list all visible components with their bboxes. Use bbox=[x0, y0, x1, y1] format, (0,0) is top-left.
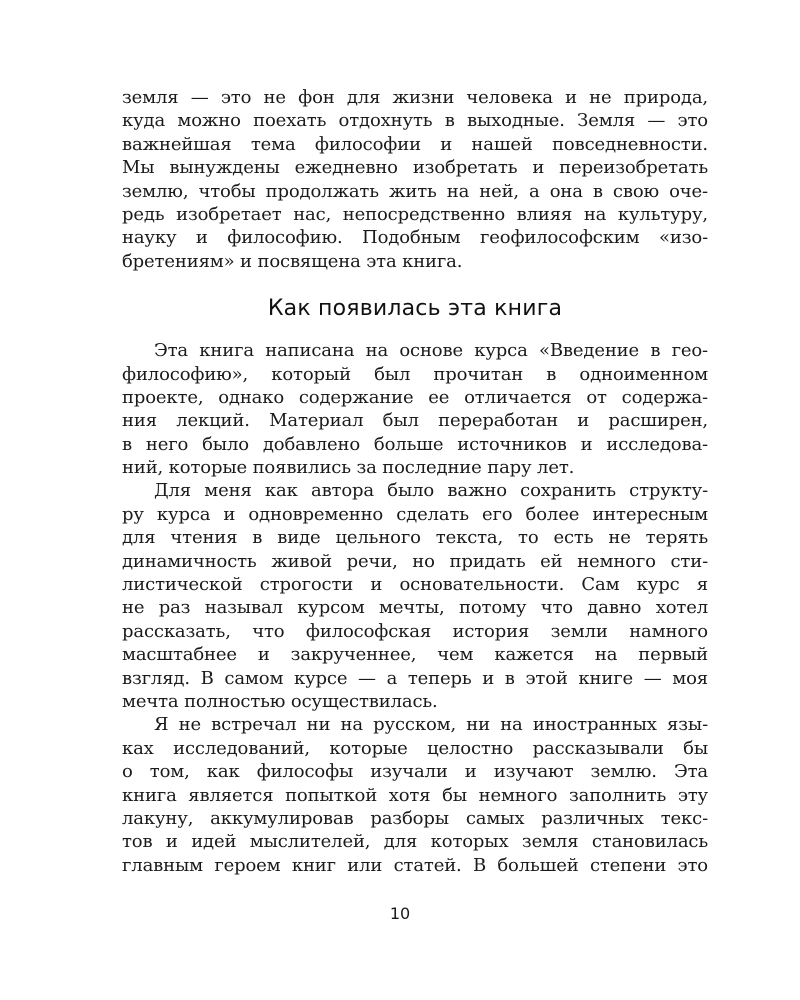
text-line: науку и философию. Подобным геофилософским «изо- bbox=[122, 227, 708, 249]
text-line: ния лекций. Материал был переработан и расширен, bbox=[122, 410, 708, 432]
text-line: о том, как философы изучали и изучают землю. Эта bbox=[122, 761, 708, 783]
text-line: куда можно поехать отдохнуть в выходные. Земля — это bbox=[122, 110, 708, 132]
intro-paragraph bbox=[122, 86, 708, 273]
text-line: для чтения в виде цельного текста, то есть не терять bbox=[122, 527, 708, 549]
text-line: земля — это не фон для жизни человека и не природа, bbox=[122, 87, 708, 108]
text-line: Для меня как автора было важно сохранить структу- bbox=[154, 480, 708, 502]
text-line: рассказать, что философская история земли намного bbox=[122, 620, 708, 642]
text-line: важнейшая тема философии и нашей повседневности. bbox=[122, 133, 708, 155]
book-page bbox=[122, 86, 708, 877]
text-line: лакуну, аккумулировав разборы самых различных текс- bbox=[122, 807, 708, 829]
text-line: проекте, однако содержание ее отличается от содержа- bbox=[122, 386, 708, 408]
text-line: ру курса и одновременно сделать его более интересным bbox=[122, 503, 708, 525]
text-line: Я не встречал ни на русском, ни на иностранных язы- bbox=[154, 714, 708, 736]
text-line: ках исследований, которые целостно рассказывали бы bbox=[122, 737, 708, 759]
text-line: философию», который был прочитан в одноименном bbox=[122, 363, 708, 385]
text-line: главным героем книг или статей. В большей степени это bbox=[122, 854, 708, 876]
text-line: Мы вынуждены ежедневно изобретать и переизобретать bbox=[122, 157, 708, 179]
text-line: тов и идей мыслителей, для которых земля становилась bbox=[122, 831, 708, 853]
text-line: бретениям» и посвящена эта книга. bbox=[122, 250, 463, 272]
text-line: землю, чтобы продолжать жить на ней, а она в свою оче- bbox=[122, 180, 708, 202]
text-line: взгляд. В самом курсе — а теперь и в этой книге — моя bbox=[122, 667, 708, 689]
section-heading: Как появилась эта книга bbox=[267, 296, 563, 322]
text-line: в него было добавлено больше источников и исследова- bbox=[122, 433, 708, 455]
paragraph-2 bbox=[122, 479, 708, 713]
text-line: Эта книга написана на основе курса «Введение в гео- bbox=[154, 340, 708, 362]
text-line: листической строгости и основательности. Сам курс я bbox=[122, 574, 708, 596]
paragraph-1 bbox=[122, 339, 708, 479]
text-line: редь изобретает нас, непосредственно влияя на культуру, bbox=[122, 203, 708, 225]
text-line: динамичность живой речи, но придать ей немного сти- bbox=[122, 550, 708, 572]
text-line: ний, которые появились за последние пару лет. bbox=[122, 457, 575, 479]
text-line: не раз называл курсом мечты, потому что давно хотел bbox=[122, 597, 708, 619]
page-number: 10 bbox=[389, 904, 411, 923]
paragraph-3 bbox=[122, 713, 708, 877]
text-line: книга является попыткой хотя бы немного заполнить эту bbox=[122, 784, 708, 806]
text-line: масштабнее и закрученнее, чем кажется на первый bbox=[122, 644, 708, 666]
text-line: мечта полностью осуществилась. bbox=[122, 690, 438, 712]
